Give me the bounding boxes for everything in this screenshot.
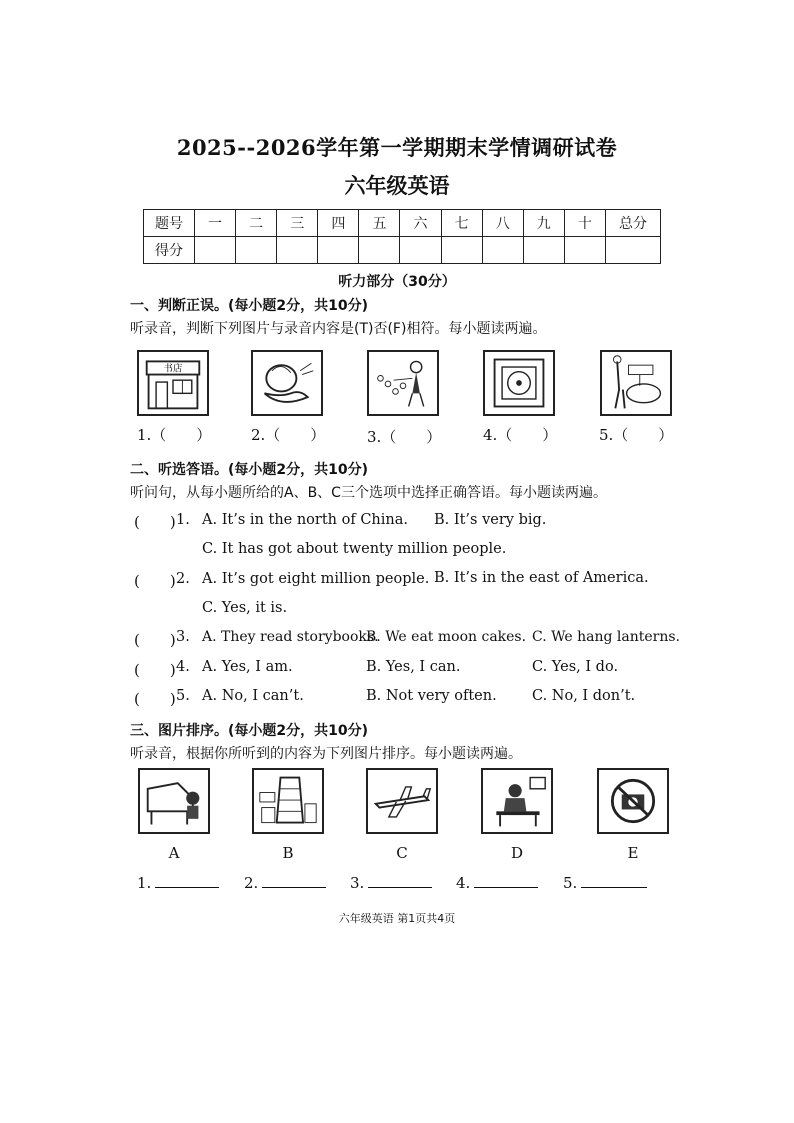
q1-option-a: A. It’s in the north of China.: [202, 512, 408, 528]
order-blank-number: 1.: [137, 874, 152, 892]
section3-title: 三、图片排序。(每小题2分，共10分): [130, 723, 369, 739]
picture-label-e: E: [627, 844, 639, 862]
section1-item-5[interactable]: 5.（ ）: [599, 426, 674, 444]
answer-line[interactable]: [581, 873, 647, 888]
score-table: [143, 209, 661, 264]
score-table-score-row: [144, 237, 661, 264]
score-input-cell[interactable]: [277, 237, 318, 264]
score-row-label: 得分: [144, 237, 195, 264]
q4-option-b: B. Yes, I can.: [366, 659, 461, 675]
section1-item-3[interactable]: 3.（ ）: [367, 428, 442, 446]
score-cell: 七: [441, 210, 482, 237]
answer-paren-3[interactable]: ( ): [134, 631, 176, 649]
q1-option-c: C. It has got about twenty million people.: [202, 541, 507, 557]
order-blank-1[interactable]: [137, 873, 219, 892]
score-cell: 四: [318, 210, 359, 237]
picture-label-d: D: [510, 844, 524, 862]
answer-paren-2[interactable]: ( ): [134, 572, 176, 590]
section1-instruction: 听录音，判断下列图片与录音内容是(T)否(F)相符。每小题读两遍。: [130, 321, 547, 337]
section1-item-1[interactable]: 1.（ ）: [137, 426, 212, 444]
score-input-cell[interactable]: [195, 237, 236, 264]
order-blank-number: 2.: [244, 874, 259, 892]
q2-option-c: C. Yes, it is.: [202, 600, 288, 616]
listening-section-title: 听力部分（30分）: [338, 274, 456, 290]
exam-subtitle: 六年级英语: [344, 173, 450, 198]
reading-desk-picture: [481, 768, 553, 834]
question-number-4: 4.: [176, 659, 190, 675]
section1-item-4[interactable]: 4.（ ）: [483, 426, 558, 444]
q2-option-a: A. It’s got eight million people.: [202, 571, 430, 587]
picture-label-a: A: [168, 844, 180, 862]
score-table-header-row: [144, 210, 661, 237]
score-cell: 十: [564, 210, 605, 237]
answer-paren-1[interactable]: ( ): [134, 513, 176, 531]
airplane-picture: [366, 768, 438, 834]
page-footer: 六年级英语 第1页共4页: [338, 912, 456, 925]
question-number-5: 5.: [176, 688, 190, 704]
score-cell: 二: [236, 210, 277, 237]
section2-title: 二、听选答语。(每小题2分，共10分): [130, 462, 369, 478]
piano-picture: [138, 768, 210, 834]
answer-line[interactable]: [368, 873, 432, 888]
order-blank-number: 3.: [350, 874, 365, 892]
score-input-cell[interactable]: [400, 237, 441, 264]
section3-instruction: 听录音，根据你所听到的内容为下列图片排序。每小题读两遍。: [130, 746, 522, 762]
score-cell: 一: [195, 210, 236, 237]
section1-item-2[interactable]: 2.（ ）: [251, 426, 326, 444]
picture-label-b: B: [282, 844, 294, 862]
score-input-cell[interactable]: [441, 237, 482, 264]
order-blank-4[interactable]: [456, 873, 538, 892]
score-input-cell[interactable]: [236, 237, 277, 264]
q1-option-b: B. It’s very big.: [434, 512, 547, 528]
score-input-cell[interactable]: [564, 237, 605, 264]
score-cell: 三: [277, 210, 318, 237]
score-cell: 五: [359, 210, 400, 237]
girl-with-lanterns-picture: [367, 350, 439, 416]
bookstore-picture: [137, 350, 209, 416]
question-number-2: 2.: [176, 571, 190, 587]
no-photos-sign-picture: [597, 768, 669, 834]
q4-option-a: A. Yes, I am.: [202, 659, 293, 675]
cd-player-picture: [483, 350, 555, 416]
q5-option-c: C. No, I don’t.: [532, 688, 636, 704]
score-cell: 总分: [606, 210, 661, 237]
score-input-cell[interactable]: [359, 237, 400, 264]
score-input-cell[interactable]: [606, 237, 661, 264]
q2-option-b: B. It’s in the east of America.: [434, 570, 649, 586]
giraffe-sign-picture: [600, 350, 672, 416]
score-cell: 题号: [144, 210, 195, 237]
q5-option-a: A. No, I can’t.: [202, 688, 304, 704]
bookstore-sign-text: 书店: [163, 363, 183, 375]
order-blank-5[interactable]: [563, 873, 647, 892]
answer-paren-4[interactable]: ( ): [134, 661, 176, 679]
section2-instruction: 听问句，从每小题所给的A、B、C三个选项中选择正确答语。每小题读两遍。: [130, 485, 607, 501]
score-input-cell[interactable]: [318, 237, 359, 264]
vegetables-picture: [251, 350, 323, 416]
answer-paren-5[interactable]: ( ): [134, 690, 176, 708]
score-input-cell[interactable]: [482, 237, 523, 264]
question-number-3: 3.: [176, 629, 190, 645]
answer-line[interactable]: [155, 873, 219, 888]
order-blank-3[interactable]: [350, 873, 432, 892]
score-cell: 八: [482, 210, 523, 237]
picture-label-c: C: [396, 844, 408, 862]
q5-option-b: B. Not very often.: [366, 688, 497, 704]
answer-line[interactable]: [262, 873, 326, 888]
section1-title: 一、判断正误。(每小题2分，共10分): [130, 298, 369, 314]
score-cell: 九: [523, 210, 564, 237]
order-blank-number: 5.: [563, 874, 578, 892]
score-input-cell[interactable]: [523, 237, 564, 264]
order-blank-2[interactable]: [244, 873, 326, 892]
exam-title: 2025--2026学年第一学期期末学情调研试卷: [176, 135, 618, 160]
q4-option-c: C. Yes, I do.: [532, 659, 619, 675]
q3-option-a: A. They read storybooks.: [202, 629, 379, 645]
question-number-1: 1.: [176, 512, 190, 528]
q3-option-c: C. We hang lanterns.: [532, 629, 680, 645]
order-blank-number: 4.: [456, 874, 471, 892]
city-building-picture: [252, 768, 324, 834]
answer-line[interactable]: [474, 873, 538, 888]
score-cell: 六: [400, 210, 441, 237]
q3-option-b: B. We eat moon cakes.: [366, 629, 527, 645]
